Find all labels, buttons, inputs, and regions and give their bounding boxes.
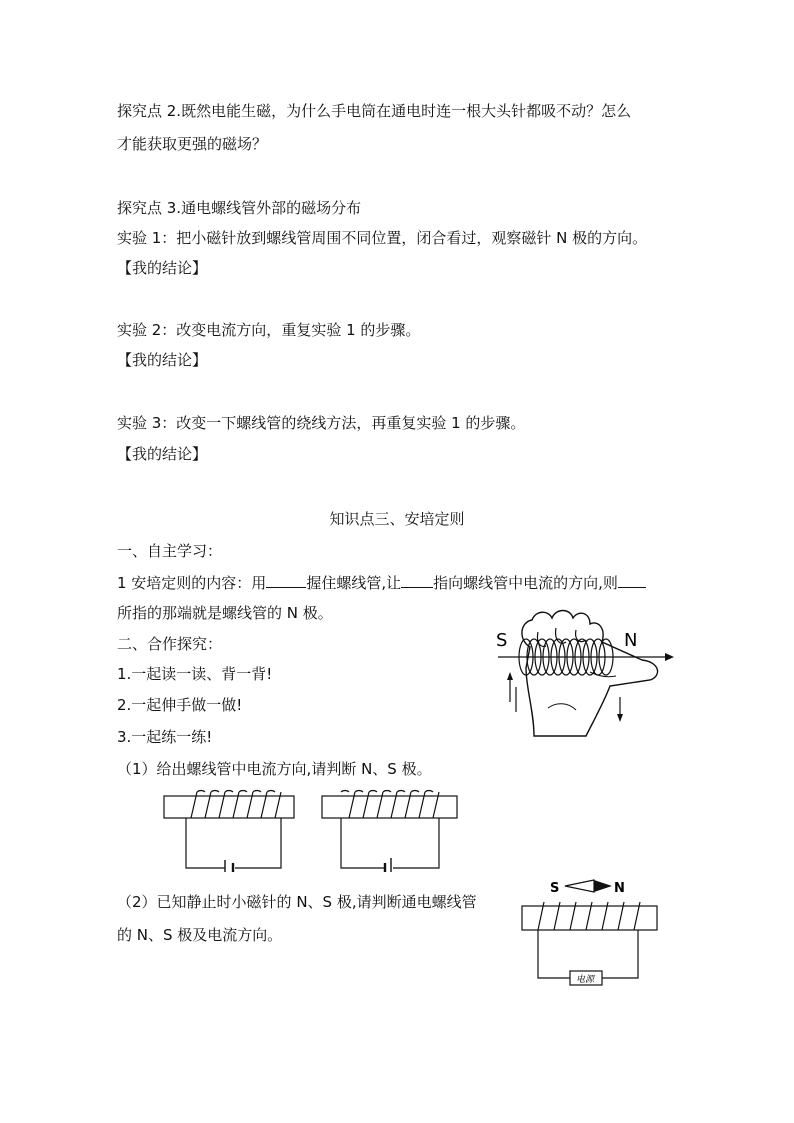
hand-label-s: S (496, 630, 508, 651)
rule-part1: 1 安培定则的内容：用 (117, 574, 267, 592)
ampere-rule-line2: 所指的那端就是螺线管的 N 极。 (117, 604, 333, 622)
solenoid-circuit-1 (163, 788, 303, 872)
coop-label: 二、合作探究： (117, 635, 223, 653)
question2-line2: 的 N、S 极及电流方向。 (117, 926, 283, 944)
right-hand-rule-figure (490, 602, 680, 737)
needle-s-half (565, 880, 594, 892)
explore3-title: 探究点 3.通电螺线管外部的磁场分布 (117, 199, 362, 217)
circuit-wire-right (602, 930, 638, 978)
step1-text: 1.一起读一读、背一背! (117, 665, 273, 683)
n-direction-arrowhead (665, 653, 674, 661)
experiment3-text: 实验 3：改变一下螺线管的绕线方法，再重复实验 1 的步骤。 (117, 414, 526, 432)
question2-line1: （2）已知静止时小磁针的 N、S 极,请判断通电螺线管 (117, 893, 477, 911)
current-down-arrow (617, 714, 623, 722)
conclusion1-label: 【我的结论】 (117, 259, 208, 277)
question1-text: （1）给出螺线管中电流方向,请判断 N、S 极。 (117, 760, 432, 778)
self-study-label: 一、自主学习： (117, 542, 223, 560)
compass-solenoid-figure (520, 874, 665, 989)
explore2-line2: 才能获取更强的磁场？ (117, 135, 268, 153)
circuit-wire-right (393, 818, 439, 868)
fill-blank-3[interactable] (618, 573, 646, 588)
fill-blank-1[interactable] (266, 573, 306, 588)
solenoid-circuit-2 (321, 788, 461, 872)
experiment1-text: 实验 1：把小磁针放到螺线管周围不同位置，闭合看过，观察磁针 N 极的方向。 (117, 229, 648, 247)
rule-part2: 握住螺线管,让 (306, 574, 402, 592)
needle-n-half (594, 880, 612, 892)
circuit-wire-left (186, 818, 225, 868)
circuit-wire-left (538, 930, 570, 978)
experiment2-text: 实验 2：改变电流方向，重复实验 1 的步骤。 (117, 321, 421, 339)
rule-part3: 指向螺线管中电流的方向,则 (433, 574, 618, 592)
fill-blank-2[interactable] (401, 573, 433, 588)
conclusion3-label: 【我的结论】 (117, 445, 208, 463)
ampere-rule-line1 (117, 573, 646, 593)
solenoid-core (164, 796, 294, 818)
step3-text: 3.一起练一练! (117, 728, 213, 746)
circuit-wire-left (341, 818, 385, 868)
current-up-arrow (507, 672, 513, 680)
conclusion2-label: 【我的结论】 (117, 351, 208, 369)
section-heading: 知识点三、安培定则 (329, 510, 465, 528)
power-source-label: 电源 (576, 975, 595, 985)
circuit-wire-right (235, 818, 281, 868)
needle-label-s: S (550, 881, 560, 896)
needle-label-n: N (614, 881, 625, 896)
step2-text: 2.一起伸手做一做! (117, 696, 243, 714)
explore2-line1: 探究点 2.既然电能生磁，为什么手电筒在通电时连一根大头针都吸不动？怎么 (117, 102, 632, 120)
hand-label-n: N (624, 630, 638, 651)
